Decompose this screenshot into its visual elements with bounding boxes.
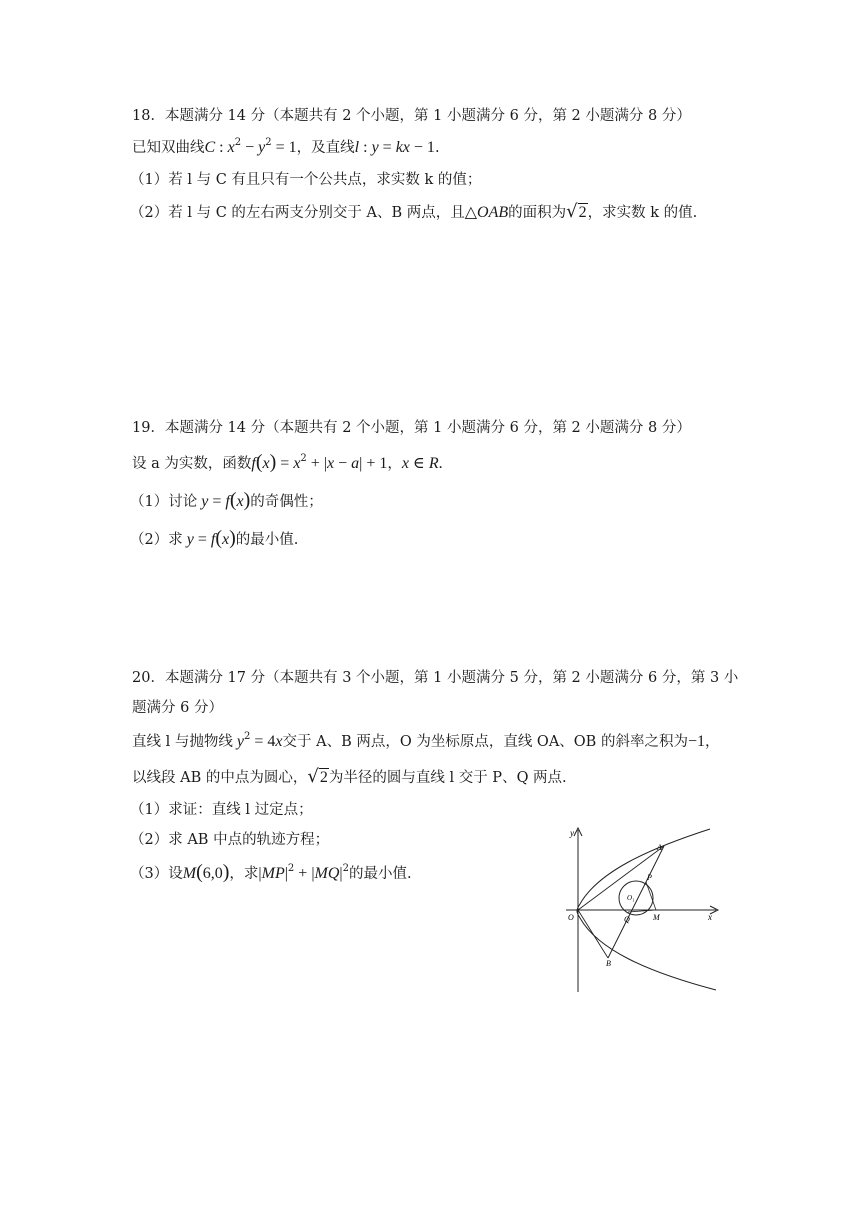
q20-slope-product: −1 — [687, 733, 705, 750]
q20-stem2-text-b: 为半径的圆与直线 l 交于 P、Q 两点. — [328, 770, 567, 786]
q20-stem1-end: ， — [704, 734, 720, 750]
q20-stem2-text-a: 以线段 AB 的中点为圆心， — [132, 770, 308, 786]
q18-part2-text-c: ，求实数 k 的值. — [587, 205, 698, 221]
q18-stem-end: . — [434, 140, 440, 156]
q20-part2: （2）求 AB 中点的轨迹方程； — [130, 832, 330, 848]
q18-part2 — [130, 202, 697, 223]
q18-stem-curve-name: C — [204, 139, 216, 156]
figure-label-p: P — [647, 873, 652, 882]
q19-part2-text-b: 的最小值. — [235, 532, 299, 548]
q18-stem-text-b: ，及直线 — [296, 140, 355, 156]
q18-triangle: △OAB — [464, 204, 509, 221]
q20-figure — [558, 824, 728, 994]
figure-label-x: x — [708, 912, 712, 922]
figure-label-a: A — [657, 843, 662, 852]
q20-sqrt-arg: 2 — [319, 769, 328, 786]
q20-header-line2: 题满分 6 分） — [132, 700, 223, 716]
q20-part1: （1）求证：直线 l 过定点； — [130, 802, 313, 818]
q19-stem-text-a: 设 a 为实数，函数 — [132, 456, 252, 472]
q20-part3-text-c: 的最小值. — [349, 866, 412, 882]
figure-label-center: O₁ — [627, 894, 635, 902]
q18-stem-line-name: l — [354, 139, 360, 156]
q18-header: 18．本题满分 14 分（本题共有 2 个小题，第 1 小题满分 6 分，第 2 小题满分 8 分） — [132, 108, 691, 124]
q18-part2-text-b: 的面积为 — [508, 205, 567, 221]
figure-segment-ob — [578, 910, 608, 958]
q20-sqrt: √2 — [307, 766, 328, 787]
q18-part2-text-a: （2）若 l 与 C 的左右两支分别交于 A、B 两点，且 — [130, 205, 465, 221]
q20-header-line1: 20．本题满分 17 分（本题共有 3 个小题，第 1 小题满分 5 分，第 2 小题满分 6 分，第 3 小 — [132, 670, 739, 686]
q20-stem-line2 — [132, 767, 567, 788]
figure-label-q: Q — [624, 915, 630, 924]
q18-stem: 已知双曲线C : $x^2 - y^2 = 1$，及直线l : y = kx − 1. — [132, 137, 440, 156]
q19-stem: 设 a 为实数，函数$f(x) = x^2 + |x - a| + 1$，x ∈ R. — [132, 451, 443, 473]
q20-part3: （3）设M(6,0)，求$|MP|^2 + |MQ|^2$的最小值. — [130, 861, 412, 883]
q20-stem1-text-b: 交于 A、B 两点，O 为坐标原点，直线 OA、OB 的斜率之积为 — [282, 734, 688, 750]
q19-domain: x ∈ R — [401, 455, 439, 472]
q19-part1: （1）讨论 y = f(x)的奇偶性； — [130, 489, 323, 511]
figure-label-m: M — [653, 913, 660, 922]
q20-stem1-text-a: 直线 l 与抛物线 — [132, 734, 233, 750]
q19-part1-text-a: （1）讨论 — [130, 494, 198, 510]
q18-part1: （1）若 l 与 C 有且只有一个公共点，求实数 k 的值； — [130, 172, 482, 188]
q19-header: 19．本题满分 14 分（本题共有 2 个小题，第 1 小题满分 6 分，第 2 小题满分 8 分） — [132, 420, 691, 436]
figure-label-b: B — [606, 959, 611, 968]
q18-sqrt: √2 — [566, 201, 587, 222]
q20-stem-line1: 直线 l 与抛物线 $y^2 = 4x$交于 A、B 两点，O 为坐标原点，直线 OA、OB 的斜率之积为−1， — [132, 731, 720, 750]
q18-sqrt-arg: 2 — [578, 204, 587, 221]
q20-part3-text-b: ，求 — [229, 866, 259, 882]
figure-chord-ab — [608, 846, 664, 958]
figure-label-o: O — [568, 913, 574, 922]
q19-part1-text-b: 的奇偶性； — [250, 494, 323, 510]
q19-part2: （2）求 y = f(x)的最小值. — [130, 527, 299, 549]
q19-part2-text-a: （2）求 — [130, 532, 183, 548]
q19-stem-text-b: ， — [387, 456, 402, 472]
q18-stem-text-a: 已知双曲线 — [132, 140, 205, 156]
q20-part3-text-a: （3）设 — [130, 866, 183, 882]
figure-label-y: y — [570, 828, 574, 838]
